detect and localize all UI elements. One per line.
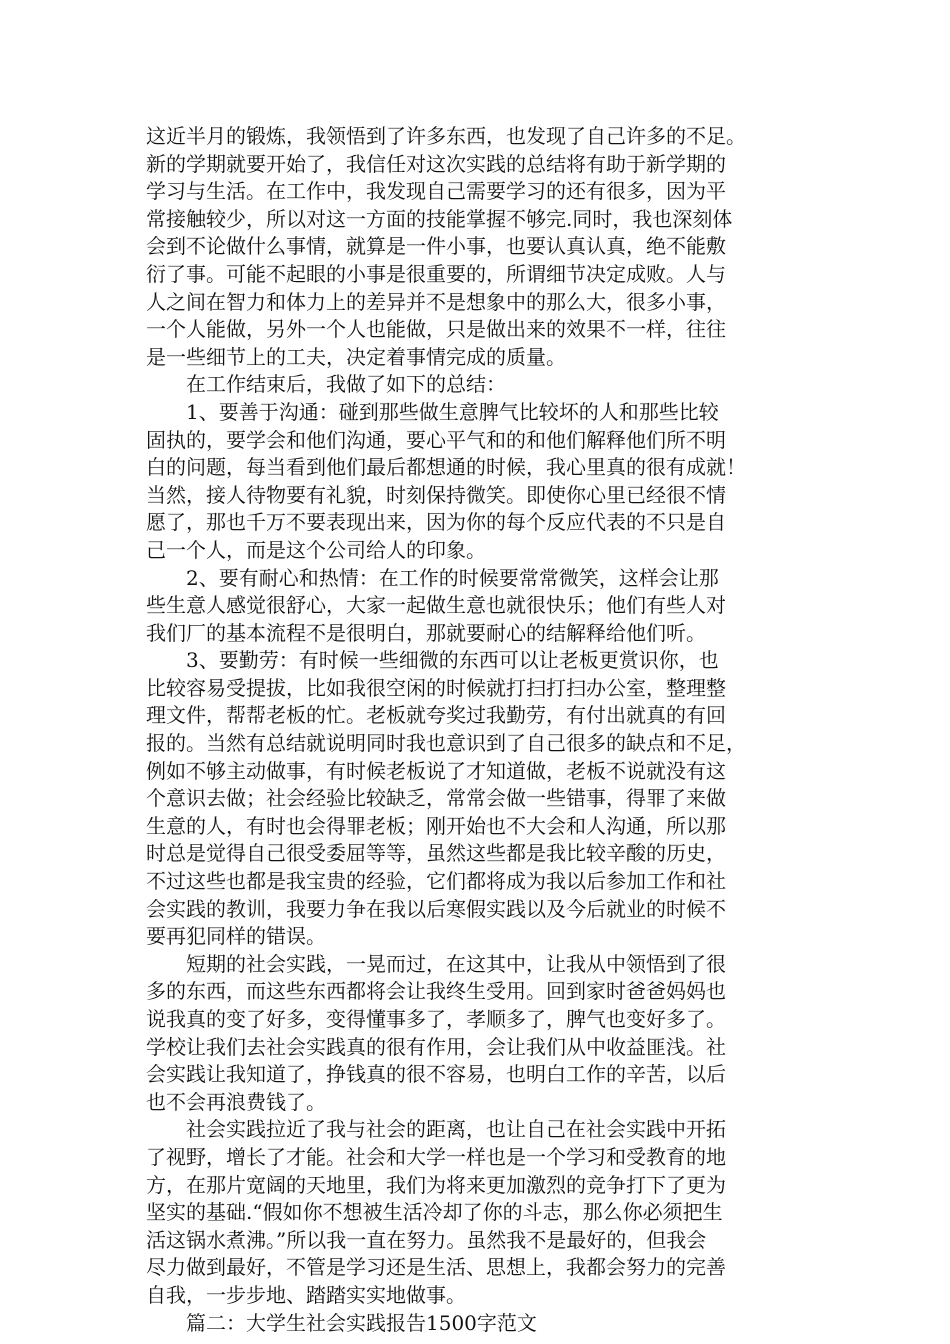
text-line: 社会实践拉近了我与社会的距离，也让自己在社会实践中开拓 (186, 1117, 726, 1142)
text-line: 时总是觉得自己很受委屈等等，虽然这些都是我比较辛酸的历史， (146, 841, 726, 866)
text-line: 多的东西，而这些东西都将会让我终生受用。回到家时爸爸妈妈也 (146, 979, 726, 1004)
text-line: 学习与生活。在工作中，我发现自己需要学习的还有很多，因为平 (146, 179, 726, 204)
text-line: 会到不论做什么事情，就算是一件小事，也要认真认真，绝不能敷 (146, 234, 726, 259)
text-line: 尽力做到最好，不管是学习还是生活、思想上，我都会努力的完善 (146, 1255, 726, 1280)
document-page (146, 123, 814, 1337)
paragraph-summary-intro (146, 371, 814, 399)
text-line: 会实践让我知道了，挣钱真的很不容易，也明白工作的辛苦，以后 (146, 1062, 726, 1087)
text-line: 自我，一步步地、踏踏实实地做事。 (146, 1282, 466, 1307)
text-line: 不过这些也都是我宝贵的经验，它们都将成为我以后参加工作和社 (146, 869, 726, 894)
paragraph-point-2 (146, 565, 814, 648)
paragraph-short-practice (146, 951, 814, 1117)
text-line: 衍了事。可能不起眼的小事是很重要的，所谓细节决定成败。人与 (146, 261, 726, 286)
text-line: 固执的，要学会和他们沟通，要心平气和的和他们解释他们所不明 (146, 427, 726, 452)
text-line: 我们厂的基本流程不是很明白，那就要耐心的结解释给他们听。 (146, 620, 706, 645)
text-line: 己一个人，而是这个公司给人的印象。 (146, 537, 486, 562)
text-line: 理文件，帮帮老板的忙。老板就夸奖过我勤劳，有付出就真的有回 (146, 703, 726, 728)
text-line: 短期的社会实践，一晃而过，在这其中，让我从中领悟到了很 (186, 951, 726, 976)
text-line: 方，在那片宽阔的天地里，我们为将来更加激烈的竞争打下了更为 (146, 1172, 726, 1197)
text-line: 坚实的基础.“假如你不想被生活冷却了你的斗志，那么你必须把生 (146, 1200, 723, 1225)
paragraph-point-1 (146, 399, 814, 565)
text-line: 了视野，增长了才能。社会和大学一样也是一个学习和受教育的地 (146, 1144, 726, 1169)
text-line: 人之间在智力和体力上的差异并不是想象中的那么大，很多小事， (146, 289, 726, 314)
text-line: 在工作结束后，我做了如下的总结： (186, 372, 506, 397)
text-line: 篇二：大学生社会实践报告1500字范文 (186, 1310, 537, 1335)
text-line: 是一些细节上的工夫，决定着事情完成的质量。 (146, 344, 566, 369)
text-line: 当然，接人待物要有礼貌，时刻保持微笑。即使你心里已经很不情 (146, 482, 726, 507)
text-line: 个意识去做；社会经验比较缺乏，常常会做一些错事，得罪了来做 (146, 786, 726, 811)
text-line: 愿了，那也千万不要表现出来，因为你的每个反应代表的不只是自 (146, 510, 726, 535)
text-line: 3、要勤劳：有时候一些细微的东西可以让老板更赏识你，也 (186, 648, 719, 673)
text-line: 活这锅水煮沸。”所以我一直在努力。虽然我不是最好的，但我会 (146, 1227, 707, 1252)
text-line: 一个人能做，另外一个人也能做，只是做出来的效果不一样，往往 (146, 317, 726, 342)
text-line: 生意的人，有时也会得罪老板；刚开始也不大会和人沟通，所以那 (146, 813, 726, 838)
text-line: 比较容易受提拔，比如我很空闲的时候就打扫打扫办公室，整理整 (146, 675, 726, 700)
text-line: 要再犯同样的错误。 (146, 924, 326, 949)
text-line: 新的学期就要开始了，我信任对这次实践的总结将有助于新学期的 (146, 151, 726, 176)
text-line: 这近半月的锻炼，我领悟到了许多东西，也发现了自己许多的不足。 (146, 124, 746, 148)
text-line: 1、要善于沟通：碰到那些做生意脾气比较坏的人和那些比较 (186, 399, 719, 424)
text-line: 说我真的变了好多，变得懂事多了，孝顺多了，脾气也变好多了。 (146, 1007, 726, 1031)
paragraph-conclusion (146, 1116, 814, 1309)
paragraph-point-3 (146, 647, 814, 951)
text-line: 2、要有耐心和热情：在工作的时候要常常微笑，这样会让那 (186, 565, 719, 590)
text-line: 白的问题，每当看到他们最后都想通的时候，我心里真的很有成就！ (146, 455, 746, 480)
text-line: 常接触较少，所以对这一方面的技能掌握不够完.同时，我也深刻体 (146, 206, 733, 231)
paragraph-intro (146, 123, 814, 371)
text-line: 报的。当然有总结就说明同时我也意识到了自己很多的缺点和不足， (146, 731, 746, 756)
text-line: 也不会再浪费钱了。 (146, 1089, 326, 1114)
section-heading (146, 1310, 814, 1338)
text-line: 学校让我们去社会实践真的很有作用，会让我们从中收益匪浅。社 (146, 1034, 726, 1059)
text-line: 些生意人感觉很舒心，大家一起做生意也就很快乐；他们有些人对 (146, 593, 726, 618)
text-line: 例如不够主动做事，有时候老板说了才知道做，老板不说就没有这 (146, 758, 726, 783)
text-line: 会实践的教训，我要力争在我以后寒假实践以及今后就业的时候不 (146, 896, 726, 921)
